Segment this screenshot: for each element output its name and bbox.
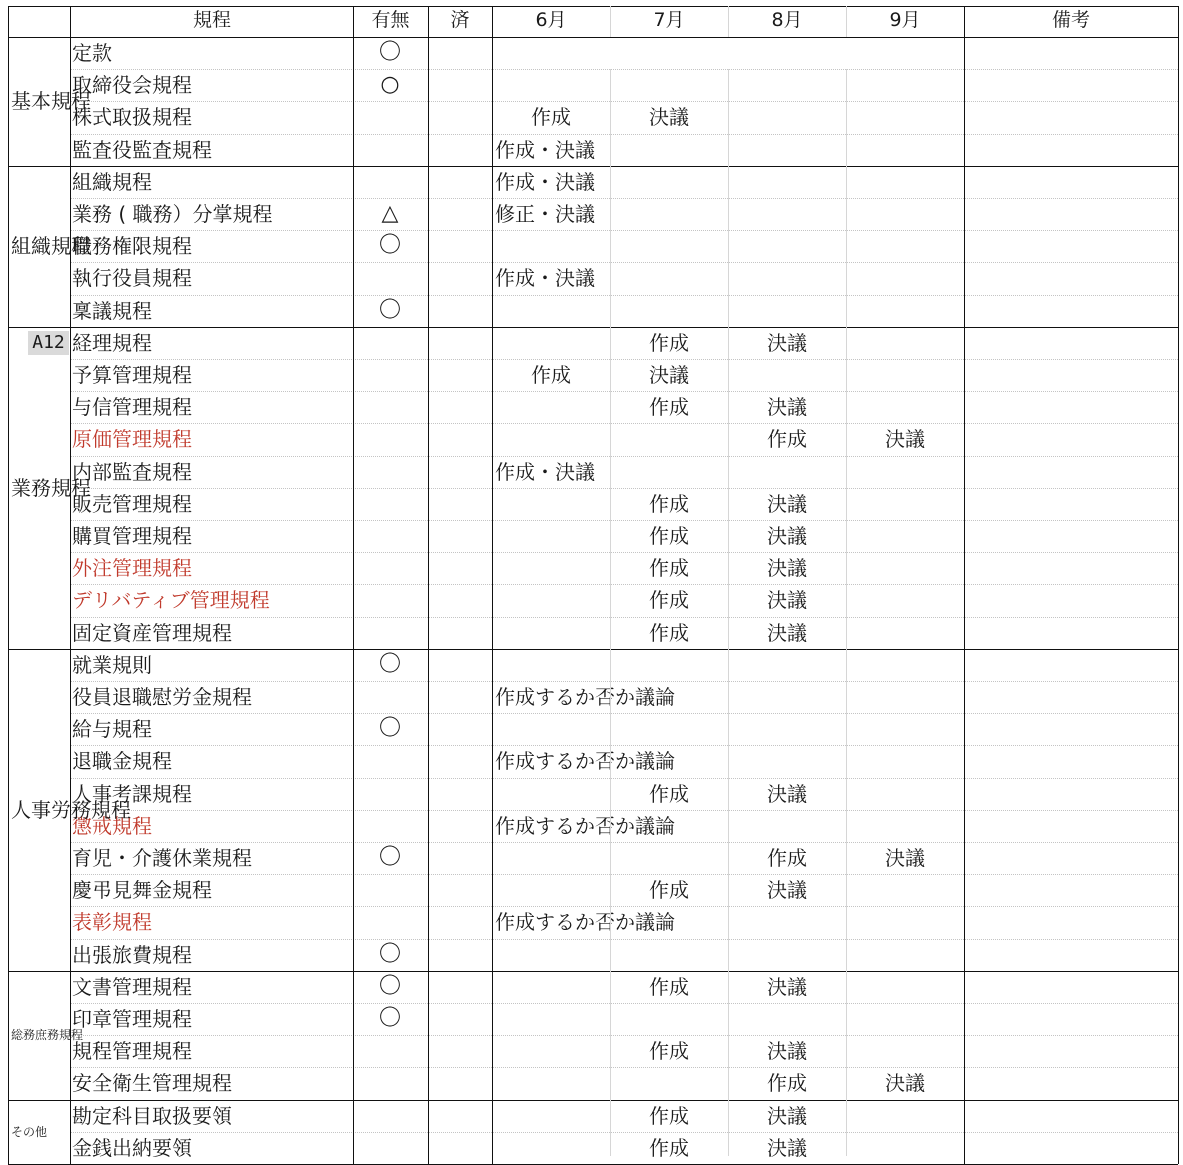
month-header-separator [610, 6, 611, 37]
existence-mark: 〇 [378, 974, 401, 999]
july-status: 作成 [649, 1039, 689, 1063]
august-status: 決議 [767, 878, 807, 902]
regulation-name: 安全衛生管理規程 [72, 1071, 232, 1095]
row-separator [71, 295, 1178, 296]
header-bottom-line [8, 37, 1178, 38]
group-bottom-line [8, 649, 1178, 650]
july-status: 作成 [649, 1136, 689, 1160]
regulation-name: 経理規程 [72, 331, 152, 355]
column-line [428, 6, 429, 1164]
regulation-name: 文書管理規程 [72, 975, 192, 999]
header-september: 9月 [889, 9, 921, 31]
header-june: 6月 [535, 9, 567, 31]
column-line [492, 6, 493, 1164]
existence-mark: 〇 [378, 40, 401, 65]
june-status: 作成 [531, 363, 571, 387]
july-status: 決議 [649, 105, 689, 129]
regulation-name: 監査役監査規程 [72, 138, 212, 162]
header-kitei: 規程 [192, 9, 231, 31]
schedule-note: 作成するか否か議論 [495, 814, 675, 838]
row-separator [71, 423, 1178, 424]
column-line [70, 6, 71, 1164]
existence-mark: △ [381, 201, 399, 226]
group-name: 基本規程 [11, 89, 91, 113]
row-separator [71, 1003, 1178, 1004]
august-status: 決議 [767, 975, 807, 999]
regulation-name: 給与規程 [72, 717, 152, 741]
header-remarks: 備考 [1051, 9, 1090, 31]
cell-reference-badge[interactable]: A12 [28, 331, 69, 355]
regulation-name: 人事考課規程 [72, 782, 192, 806]
regulation-name: 予算管理規程 [72, 363, 192, 387]
august-status: 作成 [767, 1071, 807, 1095]
regulation-name: 規程管理規程 [72, 1039, 192, 1063]
header-august: 8月 [771, 9, 803, 31]
regulation-name: 就業規則 [72, 653, 152, 677]
regulation-name: 購買管理規程 [72, 524, 192, 548]
existence-mark: 〇 [378, 716, 401, 741]
regulation-name: 退職金規程 [72, 749, 172, 773]
group-bottom-line [8, 327, 1178, 328]
month-header-separator [728, 6, 729, 37]
august-status: 決議 [767, 492, 807, 516]
august-status: 決議 [767, 556, 807, 580]
schedule-note: 作成・決議 [495, 266, 595, 290]
august-status: 決議 [767, 395, 807, 419]
august-status: 作成 [767, 427, 807, 451]
row-separator [71, 69, 1178, 70]
month-column-separator [610, 69, 611, 1156]
schedule-note: 作成するか否か議論 [495, 685, 675, 709]
schedule-note: 作成するか否か議論 [495, 910, 675, 934]
regulation-name: 出張旅費規程 [72, 943, 192, 967]
july-status: 作成 [649, 621, 689, 645]
regulation-name: 役員退職慰労金規程 [72, 685, 252, 709]
july-status: 作成 [649, 556, 689, 580]
header-july: 7月 [653, 9, 685, 31]
regulation-name: 組織規程 [72, 170, 152, 194]
regulation-name: 原価管理規程 [72, 427, 192, 451]
existence-mark: ○ [380, 72, 400, 97]
august-status: 決議 [767, 1104, 807, 1128]
regulation-name: 内部監査規程 [72, 460, 192, 484]
existence-mark: 〇 [378, 942, 401, 967]
regulation-name: 与信管理規程 [72, 395, 192, 419]
regulation-name: 慶弔見舞金規程 [72, 878, 212, 902]
group-name: その他 [11, 1125, 48, 1139]
june-status: 作成 [531, 105, 571, 129]
july-status: 作成 [649, 975, 689, 999]
regulation-name: 育児・介護休業規程 [72, 846, 252, 870]
row-separator [71, 134, 1178, 135]
existence-mark: 〇 [378, 233, 401, 258]
column-line [8, 6, 9, 1164]
header-sumi: 済 [450, 9, 470, 31]
row-separator [71, 713, 1178, 714]
regulation-name: 稟議規程 [72, 299, 152, 323]
group-name: 総務庶務規程 [11, 1028, 84, 1042]
schedule-note: 作成・決議 [495, 170, 595, 194]
regulation-name: 株式取扱規程 [72, 105, 192, 129]
regulation-name: 定款 [72, 41, 112, 65]
september-status: 決議 [885, 427, 925, 451]
month-column-separator [846, 69, 847, 1156]
month-header-separator [846, 6, 847, 37]
august-status: 決議 [767, 588, 807, 612]
group-name: 人事労務規程 [11, 798, 131, 822]
july-status: 作成 [649, 588, 689, 612]
row-separator [71, 939, 1178, 940]
july-status: 作成 [649, 331, 689, 355]
july-status: 作成 [649, 782, 689, 806]
september-status: 決議 [885, 846, 925, 870]
schedule-note: 作成・決議 [495, 138, 595, 162]
august-status: 決議 [767, 1039, 807, 1063]
row-separator [71, 1067, 1178, 1068]
regulation-name: 外注管理規程 [72, 556, 192, 580]
column-line [1178, 6, 1179, 1164]
header-umu: 有無 [371, 9, 410, 31]
existence-mark: 〇 [378, 298, 401, 323]
row-separator [71, 456, 1178, 457]
regulation-name: 取締役会規程 [72, 73, 192, 97]
regulation-name: 固定資産管理規程 [72, 621, 232, 645]
grid-top-line [8, 6, 1178, 7]
regulation-name: 印章管理規程 [72, 1007, 192, 1031]
schedule-note: 作成するか否か議論 [495, 749, 675, 773]
regulation-name: 販売管理規程 [72, 492, 192, 516]
schedule-note: 修正・決議 [495, 202, 595, 226]
regulation-name: 金銭出納要領 [72, 1136, 192, 1160]
regulation-name: 職務権限規程 [72, 234, 192, 258]
regulation-name: 懲戒規程 [72, 814, 152, 838]
existence-mark: 〇 [378, 1006, 401, 1031]
schedule-note: 作成・決議 [495, 460, 595, 484]
row-separator [71, 230, 1178, 231]
column-line [353, 6, 354, 1164]
august-status: 決議 [767, 782, 807, 806]
group-name: 組織規程 [11, 234, 91, 258]
month-column-separator [728, 69, 729, 1156]
july-status: 作成 [649, 524, 689, 548]
regulation-name: 業務 ( 職務）分掌規程 [72, 202, 273, 226]
regulation-name: デリバティブ管理規程 [72, 588, 270, 612]
row-separator [71, 262, 1178, 263]
column-line [964, 6, 965, 1164]
existence-mark: 〇 [378, 652, 401, 677]
august-status: 決議 [767, 331, 807, 355]
regulation-name: 表彰規程 [72, 910, 152, 934]
july-status: 作成 [649, 492, 689, 516]
group-name: 業務規程 [11, 476, 91, 500]
july-status: 決議 [649, 363, 689, 387]
september-status: 決議 [885, 1071, 925, 1095]
july-status: 作成 [649, 1104, 689, 1128]
august-status: 決議 [767, 524, 807, 548]
regulation-name: 執行役員規程 [72, 266, 192, 290]
august-status: 決議 [767, 621, 807, 645]
july-status: 作成 [649, 878, 689, 902]
existence-mark: 〇 [378, 845, 401, 870]
regulation-name: 勘定科目取扱要領 [72, 1104, 232, 1128]
august-status: 決議 [767, 1136, 807, 1160]
august-status: 作成 [767, 846, 807, 870]
july-status: 作成 [649, 395, 689, 419]
